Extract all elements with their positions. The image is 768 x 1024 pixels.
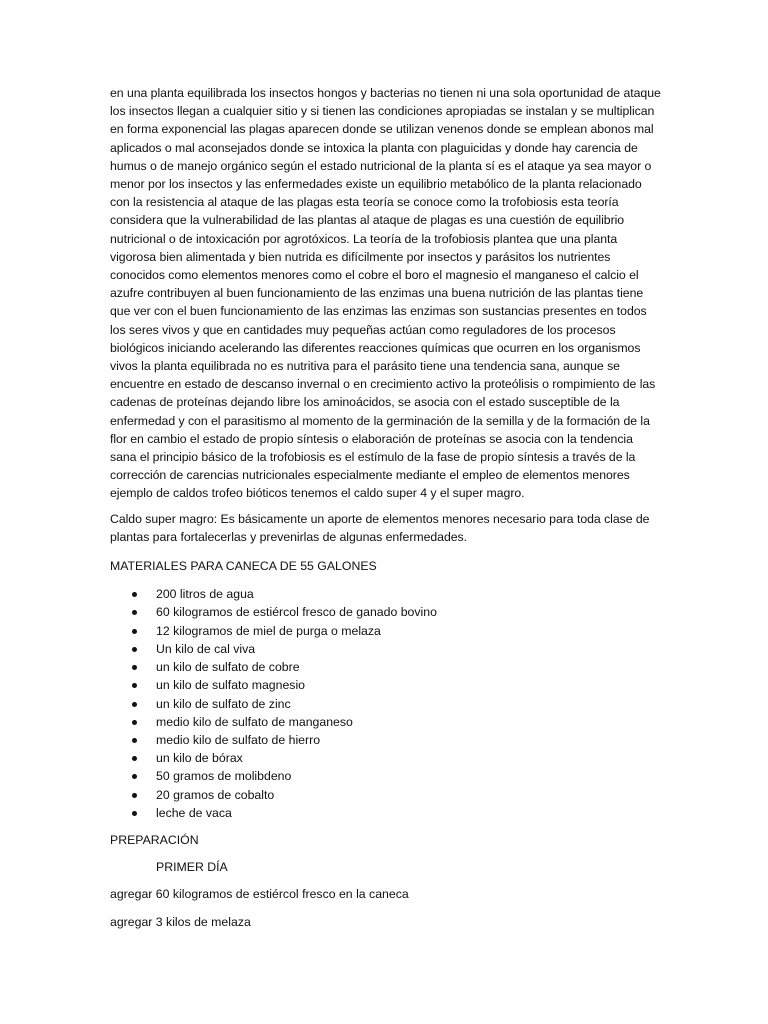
list-item-text: medio kilo de sulfato de hierro: [156, 732, 321, 747]
bullet-icon: [132, 629, 137, 634]
list-item-text: 60 kilogramos de estiércol fresco de ganado bovino: [156, 605, 437, 620]
bullet-icon: [132, 793, 137, 798]
list-item: [110, 658, 662, 676]
list-item: [110, 713, 662, 731]
list-item-text: leche de vaca: [156, 805, 232, 820]
bullet-icon: [132, 592, 137, 597]
body-paragraph-caldo-super-magro: Caldo super magro: Es básicamente un aporte de elementos menores necesario para toda clase de plantas para fortalecerlas y prevenirlas de algunas enfermedades.: [110, 511, 650, 544]
list-item: [110, 585, 662, 603]
list-item-text: un kilo de bórax: [156, 751, 243, 766]
list-item-text: 20 gramos de cobalto: [156, 787, 275, 802]
list-item: [110, 622, 662, 640]
materials-heading: MATERIALES PARA CANECA DE 55 GALONES: [110, 559, 377, 574]
list-item-text: un kilo de sulfato de zinc: [156, 696, 291, 711]
list-item-text: Un kilo de cal viva: [156, 641, 256, 656]
bullet-icon: [132, 665, 137, 670]
document-page: [110, 84, 662, 940]
list-item-text: medio kilo de sulfato de manganeso: [156, 714, 353, 729]
bullet-icon: [132, 720, 137, 725]
materials-list: [110, 585, 662, 822]
list-item: [110, 749, 662, 767]
list-item: [110, 676, 662, 694]
list-item-text: 12 kilogramos de miel de purga o melaza: [156, 623, 381, 638]
bullet-icon: [132, 738, 137, 743]
body-paragraph-trofobiosis: en una planta equilibrada los insectos hongos y bacterias no tienen ni una sola oportunidad de ataque los insectos llegan a cualquier sitio y si tienen las condiciones apropiadas se instalan y se multiplican en forma exponencial las plagas aparecen donde se utilizan venenos donde se emplean abonos mal aplicados o mal aconsejados donde se intoxica la planta con plaguicidas y donde hay carencia de humus o de manejo orgánico según el estado nutricional de la planta sí es el ataque ya sea mayor o menor por los insectos y las enfermedades existe un equilibrio metabólico de la planta relacionado con la resistencia al ataque de las plagas esta teoría se conoce como la trofobiosis esta teoría considera que la vulnerabilidad de las plantas al ataque de plagas es una cuestión de equilibrio nutricional o de intoxicación por agrotóxicos. La teoría de la trofobiosis plantea que una planta vigorosa bien alimentada y bien nutrida es difícilmente por insectos y parásitos los nutrientes conocidos como elementos menores como el cobre el boro el magnesio el manganeso el calcio el azufre contribuyen al buen funcionamiento de las enzimas una buena nutrición de las plantas tiene que ver con el buen funcionamiento de las enzimas las enzimas son sustancias presentes en todos los seres vivos y que en cantidades muy pequeñas actúan como reguladores de los procesos biológicos iniciando acelerando las diferentes reacciones químicas que ocurren en los organismos vivos la planta equilibrada no es nutritiva para el parásito tiene una tendencia sana, aunque se encuentre en estado de descanso invernal o en crecimiento activo la proteólisis o rompimiento de las cadenas de proteínas dejando libre los aminoácidos, se asocia con el estado susceptible de la enfermedad y con el parasitismo al momento de la germinación de la semilla y de la formación de la flor en cambio el estado de propio síntesis o elaboración de proteínas se asocia con la tendencia sana el principio básico de la trofobiosis es el estímulo de la fase de propio síntesis a través de la corrección de carencias nutricionales especialmente mediante el empleo de elementos menores ejemplo de caldos trofeo bióticos tenemos el caldo super 4 y el super magro.: [110, 86, 661, 501]
bullet-icon: [132, 610, 137, 615]
step-text: agregar 60 kilogramos de estiércol fresco en la caneca: [110, 887, 409, 902]
bullet-icon: [132, 683, 137, 688]
list-item-text: 50 gramos de molibdeno: [156, 769, 292, 784]
list-item: [110, 603, 662, 621]
bullet-icon: [132, 774, 137, 779]
list-item: [110, 695, 662, 713]
first-day-heading: PRIMER DÍA: [156, 860, 228, 875]
bullet-icon: [132, 811, 137, 816]
list-item: [110, 640, 662, 658]
list-item: [110, 804, 662, 822]
list-item: [110, 786, 662, 804]
bullet-icon: [132, 756, 137, 761]
list-item: [110, 731, 662, 749]
list-item-text: 200 litros de agua: [156, 587, 254, 602]
list-item-text: un kilo de sulfato magnesio: [156, 678, 306, 693]
step-text: agregar 3 kilos de melaza: [110, 914, 251, 929]
list-item: [110, 767, 662, 785]
bullet-icon: [132, 702, 137, 707]
list-item-text: un kilo de sulfato de cobre: [156, 660, 300, 675]
bullet-icon: [132, 647, 137, 652]
preparation-heading: PREPARACIÓN: [110, 832, 199, 847]
